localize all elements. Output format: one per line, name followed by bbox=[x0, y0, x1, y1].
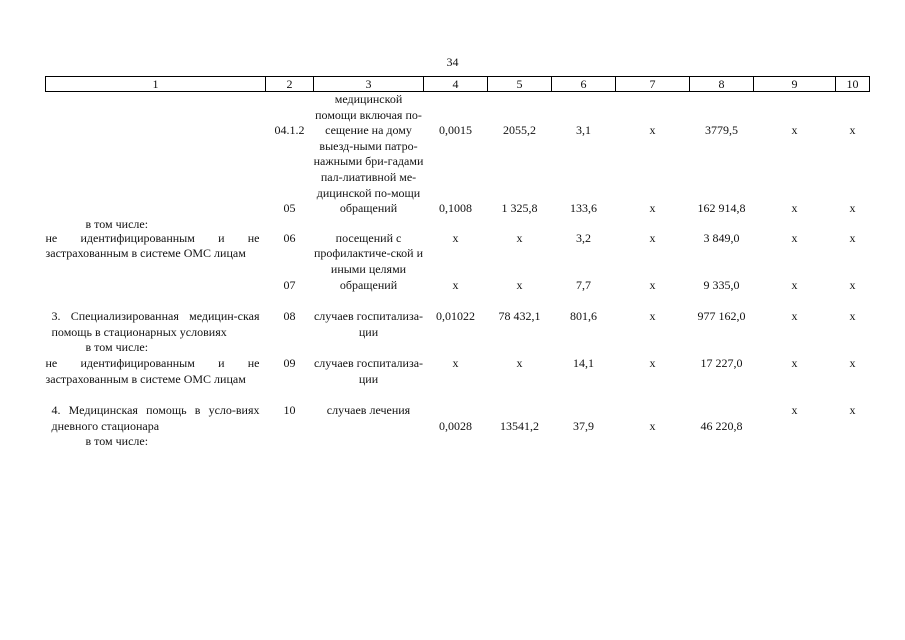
cell-col-8: 3 849,0 bbox=[703, 230, 740, 245]
table-row bbox=[46, 356, 870, 387]
cell-col-6: 3,2 bbox=[576, 230, 591, 245]
data-table bbox=[45, 76, 870, 450]
header-col-8: 8 bbox=[690, 77, 754, 92]
cell-col-9: х bbox=[791, 355, 798, 370]
cell-col-7: х bbox=[649, 355, 656, 370]
subheading-text: в том числе: bbox=[85, 216, 149, 231]
page-number: 34 bbox=[446, 55, 459, 69]
spacer-cell bbox=[46, 293, 870, 309]
row-code: 05 bbox=[283, 201, 296, 216]
row-label-subheading bbox=[46, 217, 266, 231]
row-code: 08 bbox=[283, 309, 296, 324]
header-col-4: 4 bbox=[424, 77, 488, 92]
cell-col-4: 0,0028 bbox=[439, 419, 472, 434]
cell-col-10: х bbox=[849, 403, 856, 418]
row-unit: случаев лечения bbox=[326, 403, 411, 418]
cell-col-7: х bbox=[649, 230, 656, 245]
row-code: 07 bbox=[283, 277, 296, 292]
header-col-1: 1 bbox=[46, 77, 266, 92]
spacer-cell bbox=[46, 387, 870, 403]
cell-col-10: х bbox=[849, 201, 856, 216]
cell-col-5: 13541,2 bbox=[500, 419, 539, 434]
header-col-6: 6 bbox=[552, 77, 616, 92]
spacer-row bbox=[46, 293, 870, 309]
empty-cell bbox=[266, 217, 870, 231]
header-col-3: 3 bbox=[314, 77, 424, 92]
cell-col-4: 0,1008 bbox=[439, 201, 472, 216]
cell-col-7: х bbox=[649, 123, 656, 137]
row-code: 09 bbox=[283, 355, 296, 370]
row-code: 06 bbox=[283, 230, 296, 245]
row-label: не идентифицированным и не застрахованным в системе ОМС лицам bbox=[45, 230, 260, 261]
cell-col-5: 2055,2 bbox=[503, 123, 536, 137]
spacer-row bbox=[46, 387, 870, 403]
header-row bbox=[46, 77, 870, 92]
cell-col-9: х bbox=[791, 403, 798, 418]
table-row bbox=[46, 231, 870, 278]
row-unit: случаев госпитализа-ции bbox=[313, 355, 424, 386]
row-unit: посещений с профилактиче-ской и иными целями bbox=[313, 230, 424, 276]
cell-col-9: х bbox=[791, 277, 798, 292]
table-row bbox=[46, 403, 870, 450]
cell-col-8: 162 914,8 bbox=[697, 201, 746, 216]
row-label bbox=[46, 309, 266, 356]
subheading-text: в том числе: bbox=[85, 434, 149, 449]
cell-col-4: х bbox=[452, 230, 459, 245]
table-row bbox=[46, 309, 870, 356]
cell-col-5: х bbox=[516, 277, 523, 292]
cell-col-4: 0,0015 bbox=[439, 123, 472, 137]
cell-col-8: 17 227,0 bbox=[700, 355, 743, 370]
cell-col-7: х bbox=[649, 201, 656, 216]
row-label bbox=[46, 403, 266, 450]
cell-col-10: х bbox=[849, 309, 856, 324]
header-col-10: 10 bbox=[836, 77, 870, 92]
cell-col-6: 801,6 bbox=[570, 309, 597, 324]
cell-col-9: х bbox=[791, 201, 798, 216]
cell-col-9: х bbox=[791, 123, 798, 137]
cell-col-7: х bbox=[649, 309, 656, 324]
section-title: 4. Медицинская помощь в усло-виях дневного стационара bbox=[51, 403, 260, 433]
cell-col-7: х bbox=[649, 419, 656, 434]
cell-col-5: х bbox=[516, 355, 523, 370]
cell-col-9: х bbox=[791, 230, 798, 245]
row-code: 04.1.2 bbox=[274, 123, 305, 137]
row-label bbox=[46, 278, 266, 294]
row-unit: обращений bbox=[339, 201, 398, 216]
cell-col-9: х bbox=[791, 309, 798, 324]
subheading-text: в том числе: bbox=[85, 340, 149, 355]
cell-col-10: х bbox=[849, 277, 856, 292]
section-title: 3. Специализированная медицин-ская помощь в стационарных условиях bbox=[51, 309, 260, 339]
row-unit: обращений bbox=[339, 277, 398, 292]
cell-col-8: 3779,5 bbox=[705, 123, 738, 137]
cell-col-6: 7,7 bbox=[576, 277, 591, 292]
row-code: 10 bbox=[283, 403, 296, 418]
table-row bbox=[46, 217, 870, 231]
cell-col-10: х bbox=[849, 230, 856, 245]
cell-col-5: х bbox=[516, 230, 523, 245]
table-row bbox=[46, 201, 870, 217]
cell-col-4: х bbox=[452, 355, 459, 370]
cell-col-4: х bbox=[452, 277, 459, 292]
header-col-2: 2 bbox=[266, 77, 314, 92]
table-row bbox=[46, 278, 870, 294]
header-col-5: 5 bbox=[488, 77, 552, 92]
row-unit: медицинской помощи включая по-сещение на дому выезд-ными патро-нажными бри-гадами пал-лиативной ме-дицинской по-мощи bbox=[313, 92, 424, 200]
cell-col-7: х bbox=[649, 277, 656, 292]
cell-col-8: 46 220,8 bbox=[700, 419, 743, 434]
row-label: не идентифицированным и не застрахованным в системе ОМС лицам bbox=[45, 355, 260, 386]
cell-col-6: 133,6 bbox=[570, 201, 597, 216]
cell-col-8: 977 162,0 bbox=[697, 309, 746, 324]
table-row bbox=[46, 92, 870, 202]
header-col-9: 9 bbox=[754, 77, 836, 92]
cell-col-10: х bbox=[849, 355, 856, 370]
cell-col-5: 1 325,8 bbox=[501, 201, 538, 216]
cell-col-6: 37,9 bbox=[573, 419, 594, 434]
row-label bbox=[46, 201, 266, 217]
cell-col-8: 9 335,0 bbox=[703, 277, 740, 292]
cell-col-4: 0,01022 bbox=[436, 309, 475, 324]
cell-col-5: 78 432,1 bbox=[498, 309, 541, 324]
cell-col-6: 3,1 bbox=[576, 123, 591, 137]
cell-col-10: х bbox=[849, 123, 856, 137]
cell-col-6: 14,1 bbox=[573, 355, 594, 370]
row-label bbox=[46, 92, 266, 202]
header-col-7: 7 bbox=[616, 77, 690, 92]
row-unit: случаев госпитализа-ции bbox=[313, 309, 424, 339]
